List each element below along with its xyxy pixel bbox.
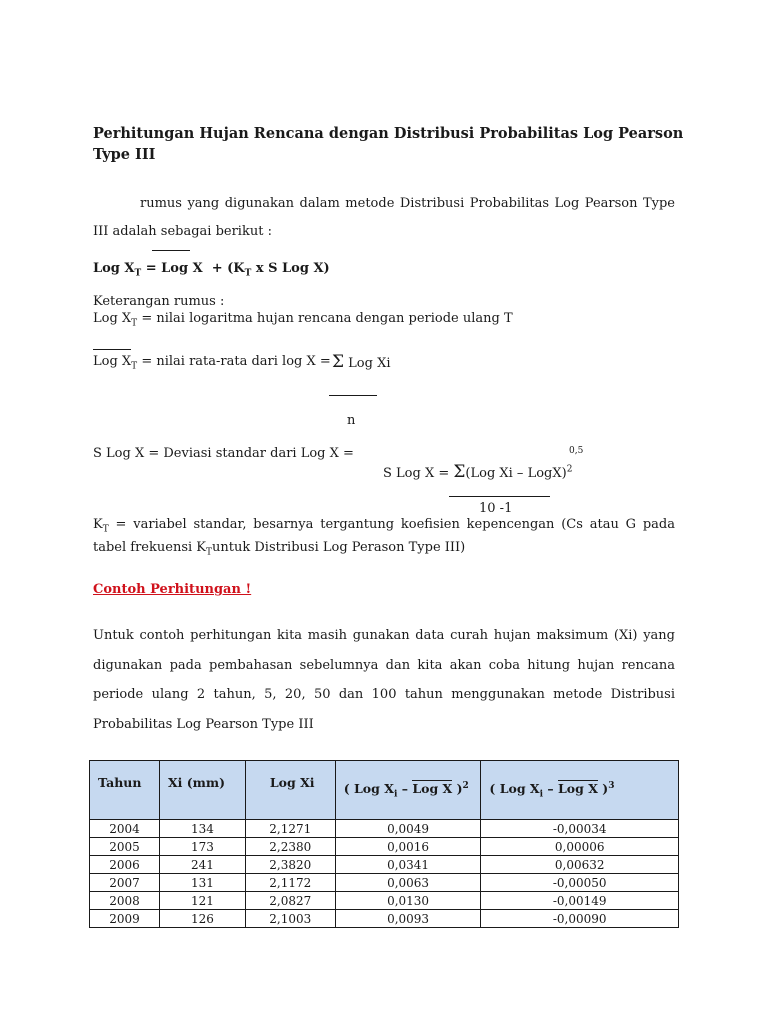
header-tahun: Tahun: [90, 761, 160, 820]
cell-logxi: 2,1271: [245, 820, 335, 838]
cell-xi: 126: [159, 910, 245, 928]
stdev-denominator: 10 -1: [479, 501, 513, 516]
header-squared: ( Log $X_i$ – Log X )$^2$: [335, 761, 481, 820]
keterangan-line-2: Log $X_T$ = nilai rata-rata dari log X =: [93, 354, 331, 372]
cell-tahun: 2006: [90, 856, 160, 874]
data-table: [89, 760, 679, 928]
table-row: [90, 856, 679, 874]
keterangan-line-3: S Log X = Deviasi standar dari Log X =: [93, 446, 354, 461]
cell-sq: 0,0049: [335, 820, 481, 838]
cell-sq: 0,0341: [335, 856, 481, 874]
page-title: Perhitungan Hujan Rencana dengan Distribusi Probabilitas Log Pearson Type III: [93, 125, 684, 163]
cell-logxi: 2,2380: [245, 838, 335, 856]
cell-logxi: 2,1172: [245, 874, 335, 892]
cell-sq: 0,0063: [335, 874, 481, 892]
keterangan-heading: Keterangan rumus :: [93, 294, 225, 309]
cell-xi: 121: [159, 892, 245, 910]
cell-tahun: 2008: [90, 892, 160, 910]
cell-xi: 131: [159, 874, 245, 892]
cell-logxi: 2,1003: [245, 910, 335, 928]
cell-logxi: 2,3820: [245, 856, 335, 874]
cell-xi: 173: [159, 838, 245, 856]
header-xi: Xi (mm): [159, 761, 245, 820]
mean-denominator: n: [347, 413, 356, 428]
contoh-paragraph: Untuk contoh perhitungan kita masih gunakan data curah hujan maksimum (Xi) yang digunakan pada pembahasan sebelumnya dan kita akan coba hitung hujan rencana periode ulang 2 tahun, 5, 20, 50 dan 100 tahun menggunakan metode Distribusi Probabilitas Log Pearson Type III: [93, 628, 675, 732]
cell-sq: 0,0093: [335, 910, 481, 928]
table-row: [90, 820, 679, 838]
cell-tahun: 2005: [90, 838, 160, 856]
table-row: [90, 910, 679, 928]
sigma-symbol: Σ: [453, 462, 466, 482]
cell-cu: 0,00632: [481, 856, 679, 874]
cell-cu: 0,00006: [481, 838, 679, 856]
mean-fraction-bar: [329, 395, 377, 396]
table-row: [90, 838, 679, 856]
cell-cu: -0,00090: [481, 910, 679, 928]
header-logxi: Log Xi: [245, 761, 335, 820]
mean-overline: [93, 349, 131, 350]
header-cubed: ( Log $X_i$ – Log X )$^3$: [481, 761, 679, 820]
kt-description: $K_T$ = variabel standar, besarnya tergantung koefisien kepencengan (Cs atau G pada tabel frekuensi $K_Tuntuk$ Distribusi Log Perason Type III): [93, 517, 675, 558]
stdev-formula: S Log X = Σ(Log Xi – LogX)$^2$: [383, 462, 573, 482]
cell-xi: 241: [159, 856, 245, 874]
keterangan-line-1: Log $X_T$ = nilai logaritma hujan rencana dengan periode ulang T: [93, 311, 513, 329]
cell-sq: 0,0130: [335, 892, 481, 910]
cell-tahun: 2004: [90, 820, 160, 838]
table-header-row: [90, 761, 679, 820]
cell-logxi: 2,0827: [245, 892, 335, 910]
main-formula: Log $X_T$ = Log $X + (K_T$ x S Log X): [93, 261, 330, 279]
sigma-symbol: Σ: [332, 352, 345, 372]
intro-paragraph: [93, 190, 675, 246]
table-row: [90, 874, 679, 892]
cell-xi: 134: [159, 820, 245, 838]
cell-cu: -0,00149: [481, 892, 679, 910]
mean-numerator: Σ Log Xi: [332, 352, 391, 372]
cell-tahun: 2007: [90, 874, 160, 892]
contoh-heading: Contoh Perhitungan !: [93, 582, 252, 597]
cell-cu: -0,00034: [481, 820, 679, 838]
exponent-05: 0,5: [569, 446, 584, 456]
intro-text: rumus yang digunakan dalam metode Distribusi Probabilitas Log Pearson Type III adalah sebagai berikut :: [93, 196, 675, 239]
cell-cu: -0,00050: [481, 874, 679, 892]
formula-overline: [152, 250, 190, 251]
cell-sq: 0,0016: [335, 838, 481, 856]
table-row: [90, 892, 679, 910]
stdev-fraction-bar: [449, 496, 550, 497]
cell-tahun: 2009: [90, 910, 160, 928]
